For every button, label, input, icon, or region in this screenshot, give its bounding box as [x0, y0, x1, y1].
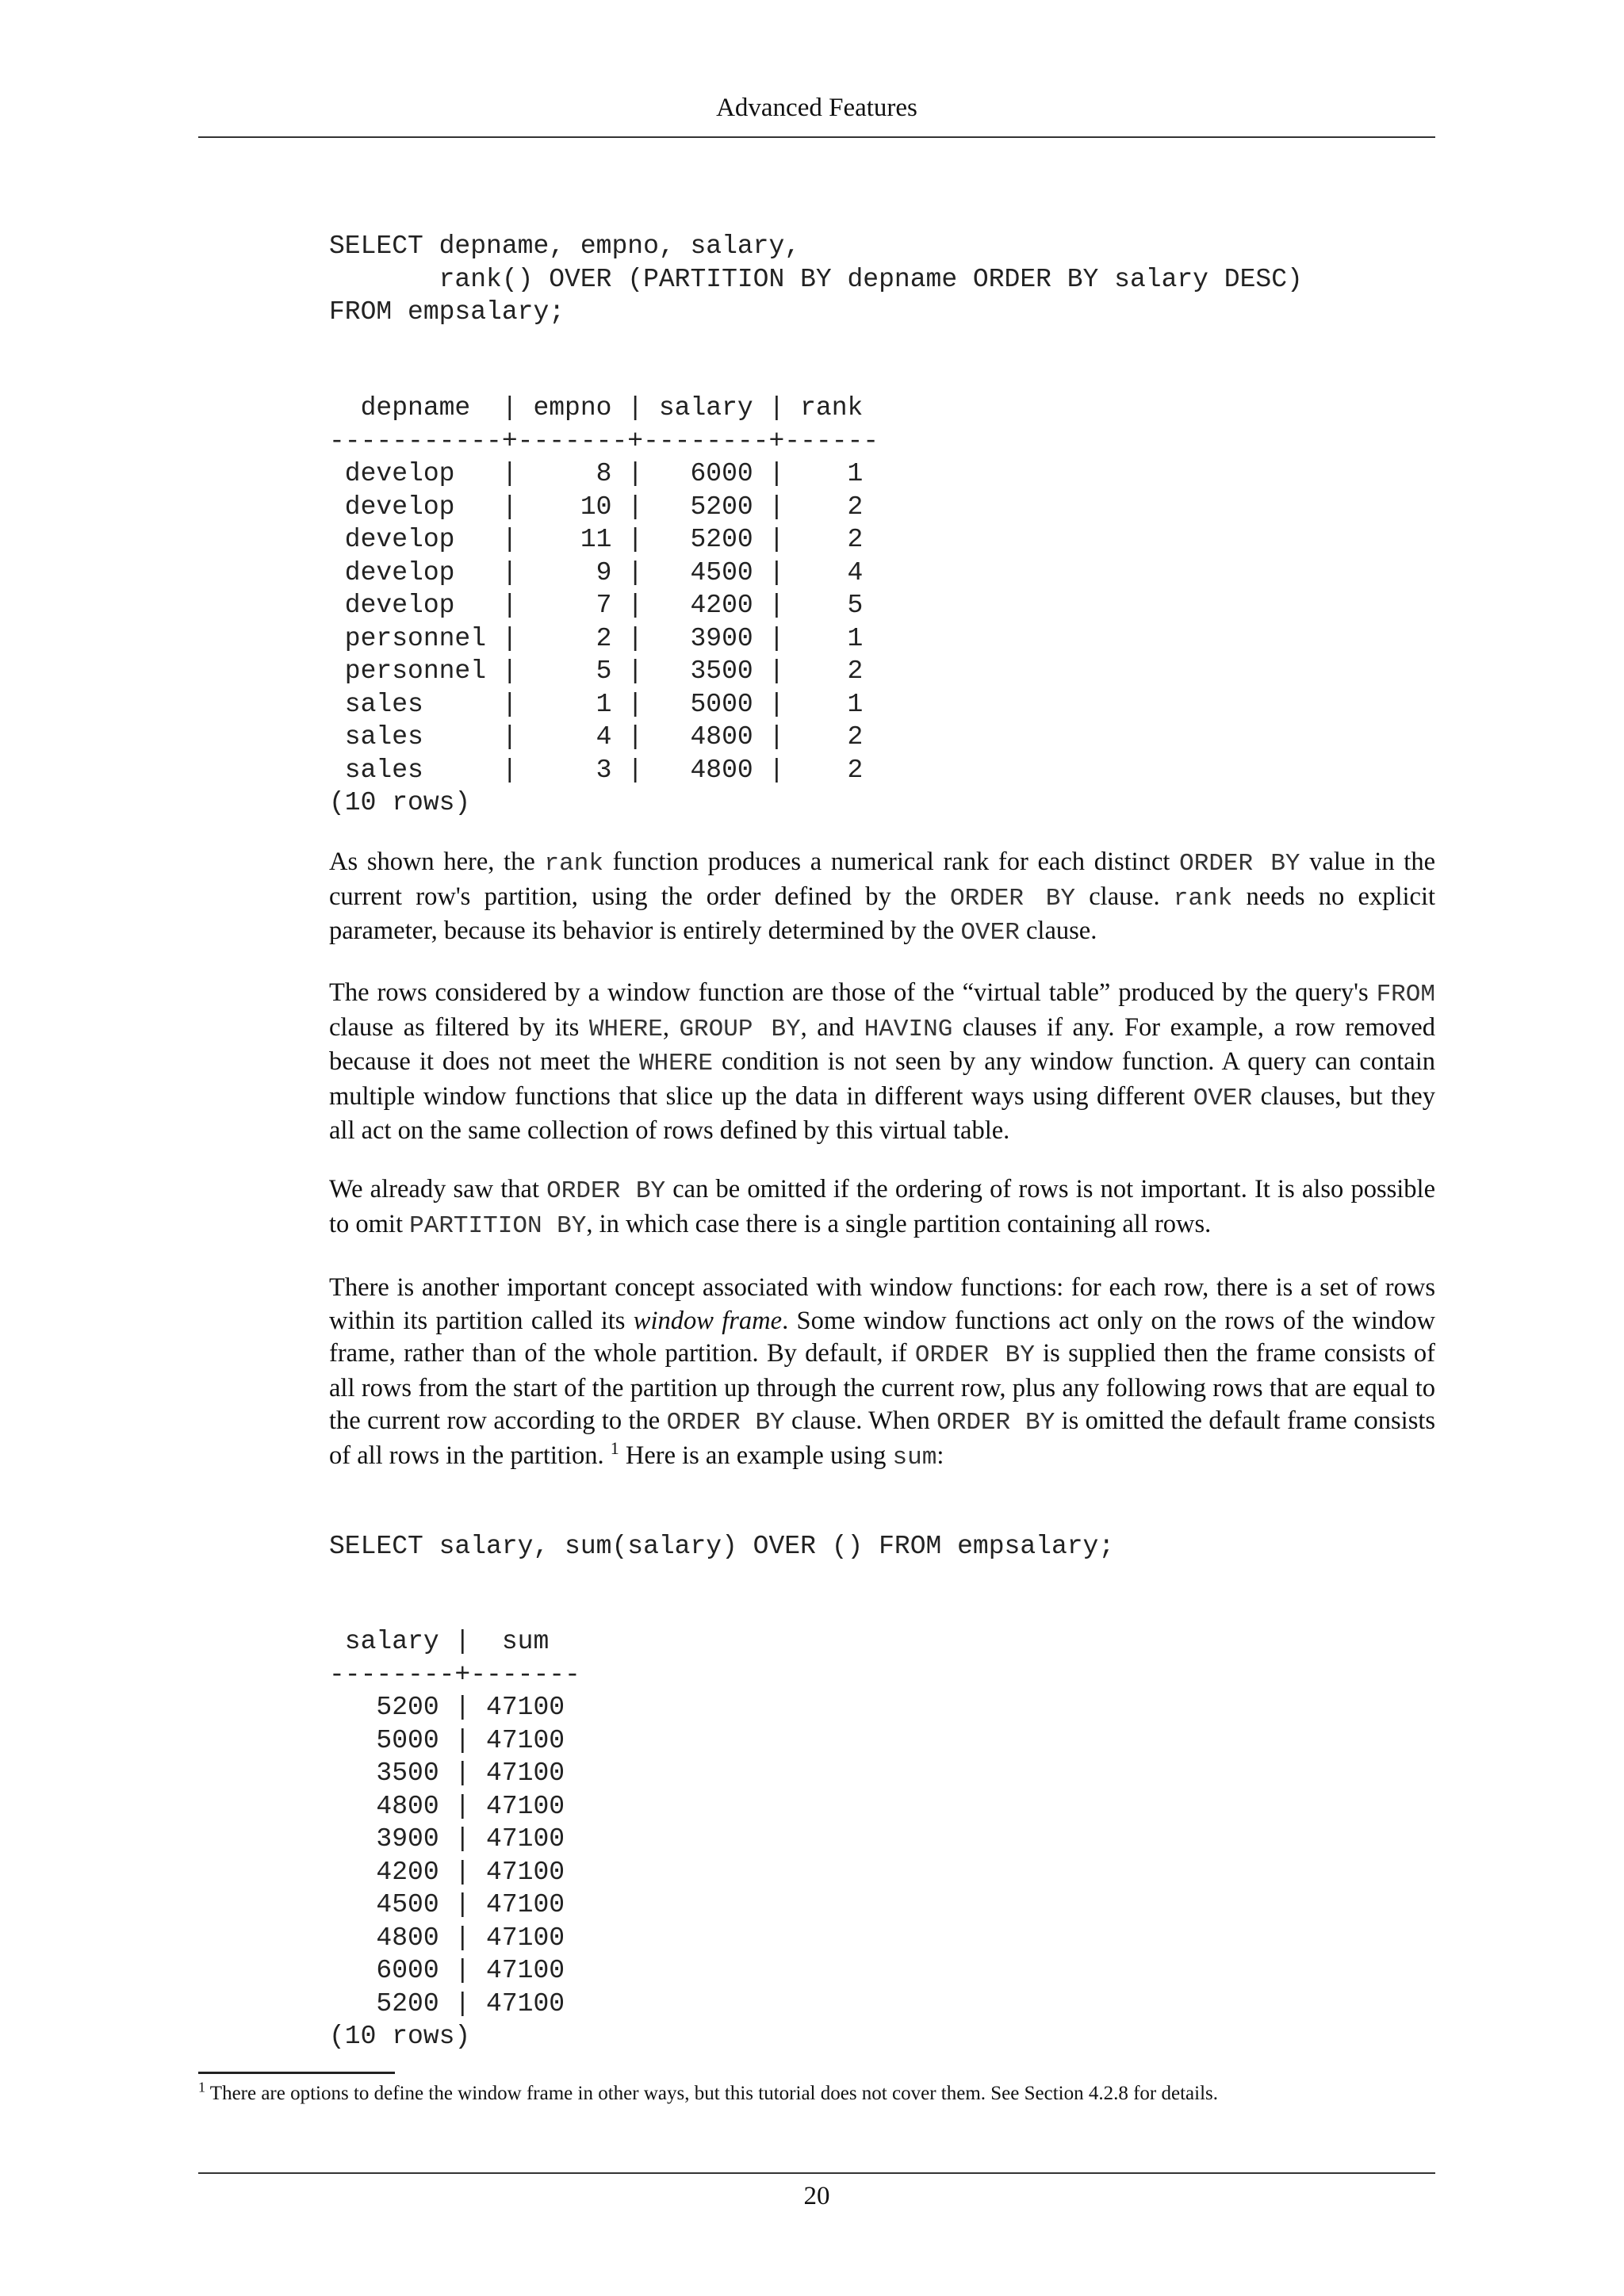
text-run: clause as filtered by its: [329, 1012, 589, 1042]
result-table-rank: depname | empno | salary | rank -----------+-------+--------+------ develop | 8 | 6000 | 1 develop | 10 | 5200 | 2 develop | 11 | 5200 | 2 develop | 9 | 4500 | 4 develop | 7 | 4200 | 5 personnel | 2 | 3900 | 1 personnel | 5 | 3500 | 2 sales | 1 | 5000 | 1 sales | 4 | 4800 | 2 sales | 3 | 4800 | 2 (10 rows): [329, 393, 879, 817]
inline-code: rank: [1173, 884, 1233, 913]
text-run: function produces a numerical rank for each distinct: [603, 848, 1180, 876]
text-run: , and: [800, 1012, 864, 1042]
footnote-ref: 1: [610, 1437, 619, 1458]
inline-code: ORDER BY: [936, 1409, 1055, 1437]
text-run: clause. When: [784, 1406, 937, 1435]
header-rule: [198, 136, 1435, 138]
text-run: As shown here, the: [329, 848, 545, 876]
inline-code: WHERE: [638, 1050, 713, 1077]
inline-code: sum: [892, 1443, 937, 1471]
inline-code: ORDER BY: [950, 884, 1075, 913]
text-run: Here is an example using: [619, 1441, 893, 1470]
footer-rule: [198, 2172, 1435, 2174]
text-run: needs no explicit parameter, because its behavior is entirely determined by the: [329, 882, 1436, 945]
inline-code: ORDER BY: [1179, 850, 1300, 878]
footnote-rule: [198, 2072, 395, 2074]
inline-code: WHERE: [588, 1015, 663, 1043]
code-query-sum: SELECT salary, sum(salary) OVER () FROM empsalary;: [329, 1532, 1115, 1561]
emphasis: window frame: [633, 1306, 783, 1335]
paragraph-virtual-table: [329, 977, 1435, 1148]
inline-code: PARTITION BY: [409, 1211, 587, 1240]
page-header: Advanced Features: [716, 94, 917, 122]
footnote-text: There are options to define the window frame in other ways, but this tutorial does not cover them. See Section 4.2.8 for details.: [205, 2083, 1219, 2104]
inline-code: rank: [544, 850, 603, 878]
inline-code: ORDER BY: [914, 1341, 1035, 1369]
footnote-marker: 1: [198, 2079, 205, 2095]
text-run: clause.: [1074, 882, 1174, 911]
text-run: clause.: [1019, 916, 1097, 945]
inline-code: ORDER BY: [546, 1177, 666, 1205]
paragraph-window-frame: [329, 1272, 1435, 1474]
inline-code: OVER: [960, 919, 1020, 947]
text-run: , in which case there is a single partition containing all rows.: [586, 1209, 1212, 1238]
text-run: We already saw that: [329, 1175, 547, 1203]
text-run: is supplied then the frame consists of all rows from the start of the partition up through the current row, plus any following rows that are equal to the current row according to the: [329, 1339, 1435, 1435]
text-run: There is another important concept associated with window functions: for each row, there is a set of rows within its partition called its: [329, 1273, 1435, 1335]
text-run: :: [936, 1441, 944, 1470]
footnote: [198, 2081, 1435, 2107]
result-table-sum: salary | sum --------+------- 5200 | 47100 5000 | 47100 3500 | 47100 4800 | 47100 3900 | 47100 4200 | 47100 4500 | 47100 4800 | 47100 6000 | 47100 5200 | 47100 (10 rows): [329, 1627, 580, 2051]
inline-code: GROUP BY: [679, 1015, 801, 1043]
text-run: can be omitted if the ordering of rows is not important. It is also possible to omit: [329, 1175, 1435, 1238]
inline-code: ORDER BY: [666, 1409, 785, 1437]
paragraph-omit-order: [329, 1173, 1435, 1242]
text-run: ,: [662, 1012, 680, 1042]
text-run: clauses, but they all act on the same collection of rows defined by this virtual table.: [329, 1081, 1435, 1145]
code-query-rank: SELECT depname, empno, salary, rank() OVER (PARTITION BY depname ORDER BY salary DESC) FROM empsalary;: [329, 232, 1303, 327]
text-run: is omitted the default frame consists of all rows in the partition.: [329, 1406, 1436, 1470]
text-run: The rows considered by a window function are those of the “virtual table” produced by the query's: [329, 978, 1377, 1007]
text-run: condition is not seen by any window function. A query can contain multiple window functions that slice up the data in different ways using different: [329, 1047, 1436, 1111]
page-number: 20: [803, 2182, 830, 2210]
inline-code: OVER: [1193, 1084, 1253, 1112]
inline-code: FROM: [1376, 981, 1435, 1008]
text-run: clauses if any. For example, a row removed because it does not meet the: [329, 1012, 1435, 1076]
paragraph-rank-explanation: [329, 846, 1435, 950]
inline-code: HAVING: [864, 1015, 953, 1043]
text-run: . Some window functions act only on the rows of the window frame, rather than of the whole partition. By default, if: [329, 1306, 1435, 1368]
text-run: value in the current row's partition, using the order defined by the: [329, 848, 1435, 911]
